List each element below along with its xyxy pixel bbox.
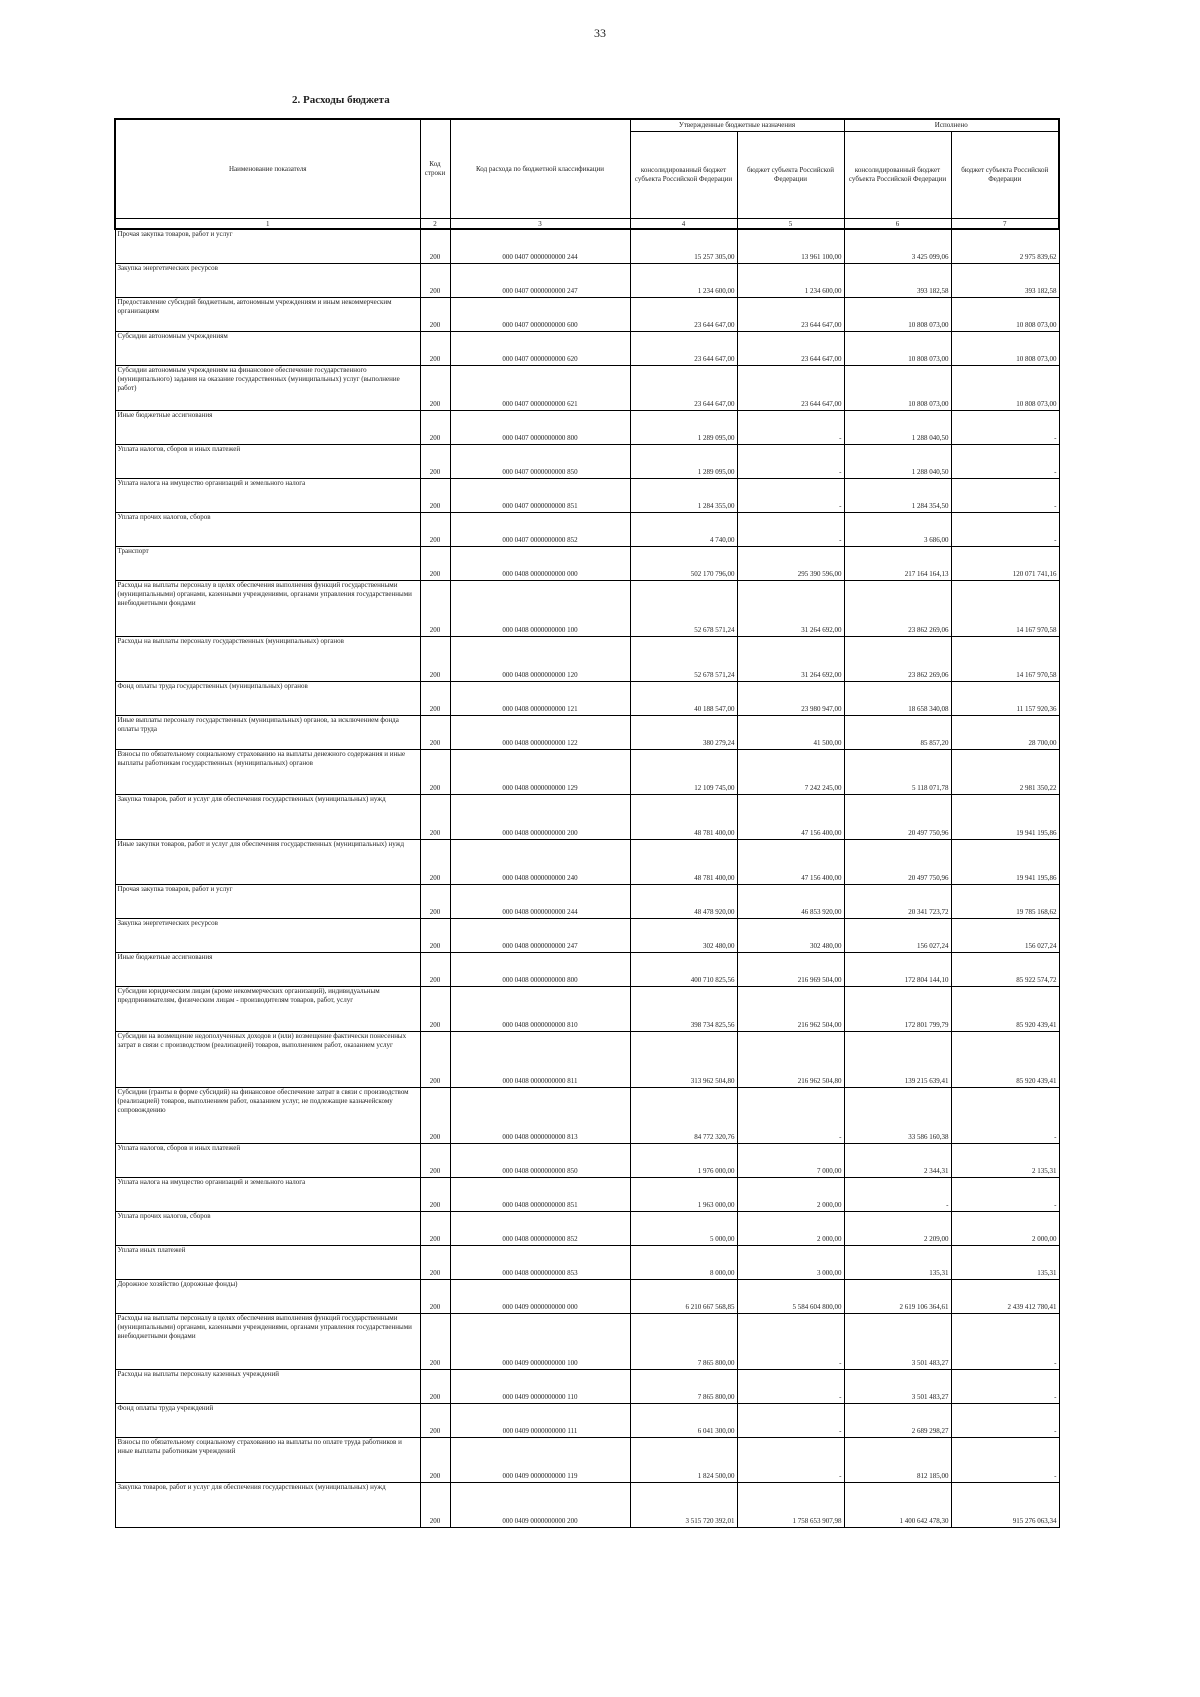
row-approved-subject: - xyxy=(737,1087,844,1143)
row-expense-code: 000 0407 0000000000 800 xyxy=(450,410,630,444)
header-approved-subject: бюджет субъекта Российской Федерации xyxy=(737,132,844,219)
row-approved-subject: 216 962 504,00 xyxy=(737,986,844,1031)
page-number: 33 xyxy=(594,26,606,40)
row-line-code: 200 xyxy=(420,749,450,794)
row-approved-subject: 23 644 647,00 xyxy=(737,331,844,365)
row-line-code: 200 xyxy=(420,580,450,636)
row-line-code: 200 xyxy=(420,1369,450,1403)
row-executed-consolidated: 2 689 298,27 xyxy=(844,1403,951,1437)
row-line-code: 200 xyxy=(420,1437,450,1482)
row-executed-consolidated: 20 497 750,96 xyxy=(844,839,951,884)
row-approved-consolidated: 23 644 647,00 xyxy=(630,297,737,331)
row-line-code: 200 xyxy=(420,331,450,365)
row-approved-subject: - xyxy=(737,1313,844,1369)
row-executed-consolidated: 2 209,00 xyxy=(844,1211,951,1245)
row-executed-consolidated: 10 808 073,00 xyxy=(844,365,951,410)
row-line-code: 200 xyxy=(420,263,450,297)
column-number: 6 xyxy=(844,219,951,230)
table-row xyxy=(115,1369,1059,1403)
table-row xyxy=(115,1031,1059,1087)
row-name: Уплата налога на имущество организаций и земельного налога xyxy=(115,1177,420,1211)
table-row xyxy=(115,580,1059,636)
row-approved-consolidated: 5 000,00 xyxy=(630,1211,737,1245)
row-approved-consolidated: 7 865 800,00 xyxy=(630,1369,737,1403)
table-row xyxy=(115,1279,1059,1313)
row-approved-subject: 23 980 947,00 xyxy=(737,681,844,715)
row-name: Взносы по обязательному социальному страхованию на выплаты по оплате труда работников и иные выплаты работникам учреждений xyxy=(115,1437,420,1482)
row-approved-consolidated: 12 109 745,00 xyxy=(630,749,737,794)
row-executed-subject: 2 135,31 xyxy=(951,1143,1059,1177)
row-expense-code: 000 0407 0000000000 851 xyxy=(450,478,630,512)
section-title: 2. Расходы бюджета xyxy=(292,94,390,106)
row-expense-code: 000 0407 0000000000 247 xyxy=(450,263,630,297)
table-row xyxy=(115,478,1059,512)
row-expense-code: 000 0408 0000000000 850 xyxy=(450,1143,630,1177)
row-name: Иные бюджетные ассигнования xyxy=(115,410,420,444)
row-name: Расходы на выплаты персоналу в целях обеспечения выполнения функций государственными (муниципальными) органами, казенными учреждениями, органами управления государственными внебюджетными фондами xyxy=(115,1313,420,1369)
table-body xyxy=(115,229,1059,1527)
row-executed-consolidated: 3 686,00 xyxy=(844,512,951,546)
row-executed-consolidated: 156 027,24 xyxy=(844,918,951,952)
table-row xyxy=(115,546,1059,580)
table-row xyxy=(115,636,1059,681)
row-approved-subject: 47 156 400,00 xyxy=(737,839,844,884)
row-approved-consolidated: 52 678 571,24 xyxy=(630,636,737,681)
header-executed: Исполнено xyxy=(844,119,1059,132)
row-approved-consolidated: 302 480,00 xyxy=(630,918,737,952)
row-approved-consolidated: 52 678 571,24 xyxy=(630,580,737,636)
header-executed-subject: бюджет субъекта Российской Федерации xyxy=(951,132,1059,219)
table-row xyxy=(115,715,1059,749)
header-executed-consolidated: консолидированный бюджет субъекта Российской Федерации xyxy=(844,132,951,219)
row-approved-subject: 216 969 504,00 xyxy=(737,952,844,986)
table-row xyxy=(115,1143,1059,1177)
row-approved-consolidated: 48 781 400,00 xyxy=(630,839,737,884)
row-approved-subject: 302 480,00 xyxy=(737,918,844,952)
row-name: Закупка товаров, работ и услуг для обеспечения государственных (муниципальных) нужд xyxy=(115,1482,420,1527)
row-line-code: 200 xyxy=(420,715,450,749)
row-expense-code: 000 0409 0000000000 200 xyxy=(450,1482,630,1527)
row-line-code: 200 xyxy=(420,884,450,918)
row-approved-subject: 46 853 920,00 xyxy=(737,884,844,918)
header-name: Наименование показателя xyxy=(115,119,420,219)
row-executed-consolidated: 23 862 269,06 xyxy=(844,580,951,636)
budget-expenses-table xyxy=(114,118,1060,1528)
row-line-code: 200 xyxy=(420,229,450,263)
column-number: 2 xyxy=(420,219,450,230)
row-approved-subject: 295 390 596,00 xyxy=(737,546,844,580)
row-executed-consolidated: 1 288 040,50 xyxy=(844,410,951,444)
row-approved-subject: 41 500,00 xyxy=(737,715,844,749)
table-row xyxy=(115,1313,1059,1369)
row-name: Предоставление субсидий бюджетным, автономным учреждениям и иным некоммерческим организациям xyxy=(115,297,420,331)
row-executed-consolidated: 33 586 160,38 xyxy=(844,1087,951,1143)
row-line-code: 200 xyxy=(420,918,450,952)
row-executed-subject: 2 981 350,22 xyxy=(951,749,1059,794)
row-approved-subject: 1 234 600,00 xyxy=(737,263,844,297)
row-executed-consolidated: 1 288 040,50 xyxy=(844,444,951,478)
row-name: Фонд оплаты труда учреждений xyxy=(115,1403,420,1437)
row-line-code: 200 xyxy=(420,546,450,580)
row-approved-subject: - xyxy=(737,1369,844,1403)
row-name: Субсидии (гранты в форме субсидий) на финансовое обеспечение затрат в связи с производством (реализацией) товаров, выполнением работ, оказанием услуг, не подлежащие казначейскому сопровождению xyxy=(115,1087,420,1143)
row-executed-consolidated: 135,31 xyxy=(844,1245,951,1279)
row-approved-subject: - xyxy=(737,1403,844,1437)
row-executed-consolidated: 3 501 483,27 xyxy=(844,1313,951,1369)
row-name: Уплата налогов, сборов и иных платежей xyxy=(115,1143,420,1177)
table-row xyxy=(115,749,1059,794)
row-approved-consolidated: 1 963 000,00 xyxy=(630,1177,737,1211)
column-number: 3 xyxy=(450,219,630,230)
row-approved-subject: 47 156 400,00 xyxy=(737,794,844,839)
row-executed-subject: 10 808 073,00 xyxy=(951,365,1059,410)
row-approved-consolidated: 6 210 667 568,85 xyxy=(630,1279,737,1313)
row-line-code: 200 xyxy=(420,636,450,681)
row-approved-subject: 31 264 692,00 xyxy=(737,636,844,681)
row-expense-code: 000 0408 0000000000 853 xyxy=(450,1245,630,1279)
row-line-code: 200 xyxy=(420,1313,450,1369)
row-approved-consolidated: 1 976 000,00 xyxy=(630,1143,737,1177)
row-expense-code: 000 0408 0000000000 129 xyxy=(450,749,630,794)
row-name: Транспорт xyxy=(115,546,420,580)
row-executed-consolidated: 23 862 269,06 xyxy=(844,636,951,681)
row-expense-code: 000 0409 0000000000 100 xyxy=(450,1313,630,1369)
row-approved-consolidated: 8 000,00 xyxy=(630,1245,737,1279)
row-line-code: 200 xyxy=(420,1211,450,1245)
row-executed-consolidated: 2 619 106 364,61 xyxy=(844,1279,951,1313)
table-row xyxy=(115,365,1059,410)
row-name: Взносы по обязательному социальному страхованию на выплаты денежного содержания и иные выплаты работникам государственных (муниципальных) органов xyxy=(115,749,420,794)
row-executed-subject: 14 167 970,58 xyxy=(951,580,1059,636)
row-line-code: 200 xyxy=(420,1143,450,1177)
row-approved-consolidated: 23 644 647,00 xyxy=(630,331,737,365)
row-name: Субсидии автономным учреждениям на финансовое обеспечение государственного (муниципального) задания на оказание государственных (муниципальных) услуг (выполнение работ) xyxy=(115,365,420,410)
row-expense-code: 000 0408 0000000000 800 xyxy=(450,952,630,986)
row-name: Закупка энергетических ресурсов xyxy=(115,918,420,952)
column-number: 7 xyxy=(951,219,1059,230)
row-executed-consolidated: 812 185,00 xyxy=(844,1437,951,1482)
header-approved-consolidated: консолидированный бюджет субъекта Российской Федерации xyxy=(630,132,737,219)
row-name: Уплата иных платежей xyxy=(115,1245,420,1279)
row-expense-code: 000 0407 0000000000 600 xyxy=(450,297,630,331)
row-name: Закупка товаров, работ и услуг для обеспечения государственных (муниципальных) нужд xyxy=(115,794,420,839)
row-expense-code: 000 0408 0000000000 247 xyxy=(450,918,630,952)
row-executed-subject: - xyxy=(951,1177,1059,1211)
row-executed-subject: - xyxy=(951,1313,1059,1369)
row-approved-subject: - xyxy=(737,410,844,444)
row-line-code: 200 xyxy=(420,410,450,444)
row-executed-consolidated: 85 857,20 xyxy=(844,715,951,749)
table-row xyxy=(115,681,1059,715)
row-expense-code: 000 0408 0000000000 121 xyxy=(450,681,630,715)
row-executed-consolidated: 139 215 639,41 xyxy=(844,1031,951,1087)
row-expense-code: 000 0408 0000000000 000 xyxy=(450,546,630,580)
row-expense-code: 000 0408 0000000000 100 xyxy=(450,580,630,636)
row-name: Уплата налога на имущество организаций и земельного налога xyxy=(115,478,420,512)
table-row xyxy=(115,297,1059,331)
row-line-code: 200 xyxy=(420,986,450,1031)
row-executed-subject: 85 920 439,41 xyxy=(951,1031,1059,1087)
row-executed-subject: - xyxy=(951,444,1059,478)
table-row xyxy=(115,444,1059,478)
row-line-code: 200 xyxy=(420,1279,450,1313)
row-expense-code: 000 0409 0000000000 000 xyxy=(450,1279,630,1313)
row-approved-subject: - xyxy=(737,478,844,512)
row-executed-subject: - xyxy=(951,410,1059,444)
row-expense-code: 000 0408 0000000000 811 xyxy=(450,1031,630,1087)
row-approved-subject: 23 644 647,00 xyxy=(737,297,844,331)
row-name: Иные бюджетные ассигнования xyxy=(115,952,420,986)
row-line-code: 200 xyxy=(420,444,450,478)
row-executed-consolidated: 1 284 354,50 xyxy=(844,478,951,512)
row-approved-consolidated: 1 289 095,00 xyxy=(630,444,737,478)
row-approved-subject: 13 961 100,00 xyxy=(737,229,844,263)
row-expense-code: 000 0408 0000000000 813 xyxy=(450,1087,630,1143)
table-row xyxy=(115,986,1059,1031)
row-executed-subject: 85 922 574,72 xyxy=(951,952,1059,986)
table-row xyxy=(115,1245,1059,1279)
table-row xyxy=(115,1087,1059,1143)
row-executed-subject: - xyxy=(951,1087,1059,1143)
table-row xyxy=(115,884,1059,918)
row-approved-consolidated: 84 772 320,76 xyxy=(630,1087,737,1143)
row-approved-consolidated: 6 041 300,00 xyxy=(630,1403,737,1437)
row-name: Иные выплаты персоналу государственных (муниципальных) органов, за исключением фонда оплаты труда xyxy=(115,715,420,749)
row-executed-consolidated: 217 164 164,13 xyxy=(844,546,951,580)
row-line-code: 200 xyxy=(420,478,450,512)
header-expense-code: Код расхода по бюджетной классификации xyxy=(450,119,630,219)
row-executed-consolidated: 3 425 099,06 xyxy=(844,229,951,263)
row-approved-subject: 31 264 692,00 xyxy=(737,580,844,636)
row-expense-code: 000 0408 0000000000 240 xyxy=(450,839,630,884)
table-row xyxy=(115,263,1059,297)
row-approved-subject: 3 000,00 xyxy=(737,1245,844,1279)
row-executed-subject: - xyxy=(951,1437,1059,1482)
row-approved-consolidated: 1 234 600,00 xyxy=(630,263,737,297)
row-approved-consolidated: 15 257 305,00 xyxy=(630,229,737,263)
row-line-code: 200 xyxy=(420,1177,450,1211)
row-approved-consolidated: 48 478 920,00 xyxy=(630,884,737,918)
row-name: Субсидии на возмещение недополученных доходов и (или) возмещение фактически понесенных затрат в связи с производством (реализацией) товаров, выполнением работ, оказанием услуг xyxy=(115,1031,420,1087)
row-expense-code: 000 0408 0000000000 200 xyxy=(450,794,630,839)
row-executed-consolidated: 20 497 750,96 xyxy=(844,794,951,839)
row-executed-subject: - xyxy=(951,512,1059,546)
row-approved-subject: 23 644 647,00 xyxy=(737,365,844,410)
header-line-code: Код строки xyxy=(420,119,450,219)
row-executed-subject: - xyxy=(951,1403,1059,1437)
row-name: Уплата налогов, сборов и иных платежей xyxy=(115,444,420,478)
row-executed-subject: 14 167 970,58 xyxy=(951,636,1059,681)
row-name: Расходы на выплаты персоналу казенных учреждений xyxy=(115,1369,420,1403)
row-name: Прочая закупка товаров, работ и услуг xyxy=(115,229,420,263)
row-line-code: 200 xyxy=(420,1403,450,1437)
row-executed-subject: 156 027,24 xyxy=(951,918,1059,952)
row-executed-consolidated: 5 118 071,78 xyxy=(844,749,951,794)
row-approved-consolidated: 40 188 547,00 xyxy=(630,681,737,715)
row-executed-subject: 19 941 195,86 xyxy=(951,794,1059,839)
row-expense-code: 000 0408 0000000000 810 xyxy=(450,986,630,1031)
row-expense-code: 000 0407 0000000000 621 xyxy=(450,365,630,410)
row-approved-subject: 5 584 604 800,00 xyxy=(737,1279,844,1313)
row-name: Закупка энергетических ресурсов xyxy=(115,263,420,297)
table-row xyxy=(115,918,1059,952)
row-executed-subject: 19 941 195,86 xyxy=(951,839,1059,884)
row-expense-code: 000 0408 0000000000 244 xyxy=(450,884,630,918)
row-expense-code: 000 0407 0000000000 244 xyxy=(450,229,630,263)
row-name: Фонд оплаты труда государственных (муниципальных) органов xyxy=(115,681,420,715)
row-line-code: 200 xyxy=(420,1245,450,1279)
row-executed-consolidated: 20 341 723,72 xyxy=(844,884,951,918)
row-executed-consolidated: 172 801 799,79 xyxy=(844,986,951,1031)
table-row xyxy=(115,839,1059,884)
row-approved-consolidated: 1 289 095,00 xyxy=(630,410,737,444)
table-row xyxy=(115,1211,1059,1245)
row-approved-subject: 7 242 245,00 xyxy=(737,749,844,794)
row-line-code: 200 xyxy=(420,1031,450,1087)
row-approved-consolidated: 3 515 720 392,01 xyxy=(630,1482,737,1527)
row-executed-subject: 135,31 xyxy=(951,1245,1059,1279)
row-line-code: 200 xyxy=(420,1087,450,1143)
row-approved-subject: - xyxy=(737,512,844,546)
row-line-code: 200 xyxy=(420,512,450,546)
row-expense-code: 000 0408 0000000000 122 xyxy=(450,715,630,749)
row-executed-subject: 10 808 073,00 xyxy=(951,331,1059,365)
row-approved-consolidated: 502 170 796,00 xyxy=(630,546,737,580)
table-row xyxy=(115,952,1059,986)
row-approved-consolidated: 7 865 800,00 xyxy=(630,1313,737,1369)
table-row xyxy=(115,331,1059,365)
row-line-code: 200 xyxy=(420,681,450,715)
row-line-code: 200 xyxy=(420,1482,450,1527)
row-approved-consolidated: 1 824 500,00 xyxy=(630,1437,737,1482)
row-executed-consolidated: 393 182,58 xyxy=(844,263,951,297)
row-name: Дорожное хозяйство (дорожные фонды) xyxy=(115,1279,420,1313)
row-approved-consolidated: 23 644 647,00 xyxy=(630,365,737,410)
row-expense-code: 000 0407 0000000000 852 xyxy=(450,512,630,546)
header-approved: Утвержденные бюджетные назначения xyxy=(630,119,844,132)
row-executed-consolidated: 18 658 340,08 xyxy=(844,681,951,715)
row-name: Субсидии юридическим лицам (кроме некоммерческих организаций), индивидуальным предпринимателям, физическим лицам - производителям товаров, работ, услуг xyxy=(115,986,420,1031)
column-number: 5 xyxy=(737,219,844,230)
column-number: 4 xyxy=(630,219,737,230)
row-executed-subject: 19 785 168,62 xyxy=(951,884,1059,918)
row-line-code: 200 xyxy=(420,952,450,986)
row-approved-subject: - xyxy=(737,444,844,478)
table-row xyxy=(115,1177,1059,1211)
row-executed-consolidated: 3 501 483,27 xyxy=(844,1369,951,1403)
row-name: Прочая закупка товаров, работ и услуг xyxy=(115,884,420,918)
row-executed-consolidated: 10 808 073,00 xyxy=(844,331,951,365)
row-name: Субсидии автономным учреждениям xyxy=(115,331,420,365)
row-name: Уплата прочих налогов, сборов xyxy=(115,1211,420,1245)
row-executed-subject: 2 000,00 xyxy=(951,1211,1059,1245)
row-expense-code: 000 0408 0000000000 120 xyxy=(450,636,630,681)
table-row xyxy=(115,794,1059,839)
row-executed-consolidated: 172 804 144,10 xyxy=(844,952,951,986)
row-name: Иные закупки товаров, работ и услуг для обеспечения государственных (муниципальных) нужд xyxy=(115,839,420,884)
row-name: Уплата прочих налогов, сборов xyxy=(115,512,420,546)
table-row xyxy=(115,229,1059,263)
row-approved-consolidated: 1 284 355,00 xyxy=(630,478,737,512)
row-executed-subject: 2 439 412 780,41 xyxy=(951,1279,1059,1313)
row-executed-consolidated: 10 808 073,00 xyxy=(844,297,951,331)
row-expense-code: 000 0408 0000000000 852 xyxy=(450,1211,630,1245)
table-row xyxy=(115,512,1059,546)
row-approved-subject: 216 962 504,80 xyxy=(737,1031,844,1087)
table-row xyxy=(115,1403,1059,1437)
row-approved-subject: 7 000,00 xyxy=(737,1143,844,1177)
row-approved-subject: - xyxy=(737,1437,844,1482)
row-approved-consolidated: 400 710 825,56 xyxy=(630,952,737,986)
row-approved-consolidated: 313 962 504,80 xyxy=(630,1031,737,1087)
table-row xyxy=(115,1437,1059,1482)
row-expense-code: 000 0407 0000000000 620 xyxy=(450,331,630,365)
row-expense-code: 000 0409 0000000000 110 xyxy=(450,1369,630,1403)
row-name: Расходы на выплаты персоналу государственных (муниципальных) органов xyxy=(115,636,420,681)
row-line-code: 200 xyxy=(420,794,450,839)
row-executed-consolidated: - xyxy=(844,1177,951,1211)
row-executed-subject: 10 808 073,00 xyxy=(951,297,1059,331)
row-executed-consolidated: 1 400 642 478,30 xyxy=(844,1482,951,1527)
row-approved-consolidated: 48 781 400,00 xyxy=(630,794,737,839)
row-approved-consolidated: 398 734 825,56 xyxy=(630,986,737,1031)
column-number: 1 xyxy=(115,219,420,230)
row-expense-code: 000 0407 0000000000 850 xyxy=(450,444,630,478)
row-executed-subject: 915 276 063,34 xyxy=(951,1482,1059,1527)
row-executed-subject: - xyxy=(951,478,1059,512)
row-executed-subject: 28 700,00 xyxy=(951,715,1059,749)
table-row xyxy=(115,410,1059,444)
row-line-code: 200 xyxy=(420,297,450,331)
row-executed-subject: 393 182,58 xyxy=(951,263,1059,297)
row-name: Расходы на выплаты персоналу в целях обеспечения выполнения функций государственными (муниципальными) органами, казенными учреждениями, органами управления государственными внебюджетными фондами xyxy=(115,580,420,636)
row-executed-subject: 2 975 839,62 xyxy=(951,229,1059,263)
row-expense-code: 000 0409 0000000000 111 xyxy=(450,1403,630,1437)
row-expense-code: 000 0408 0000000000 851 xyxy=(450,1177,630,1211)
row-executed-subject: - xyxy=(951,1369,1059,1403)
row-executed-consolidated: 2 344,31 xyxy=(844,1143,951,1177)
row-line-code: 200 xyxy=(420,839,450,884)
row-line-code: 200 xyxy=(420,365,450,410)
table-row xyxy=(115,1482,1059,1527)
row-approved-consolidated: 380 279,24 xyxy=(630,715,737,749)
row-approved-subject: 2 000,00 xyxy=(737,1177,844,1211)
row-approved-subject: 1 758 653 907,98 xyxy=(737,1482,844,1527)
row-executed-subject: 85 920 439,41 xyxy=(951,986,1059,1031)
row-approved-subject: 2 000,00 xyxy=(737,1211,844,1245)
row-executed-subject: 120 071 741,16 xyxy=(951,546,1059,580)
row-expense-code: 000 0409 0000000000 119 xyxy=(450,1437,630,1482)
row-executed-subject: 11 157 920,36 xyxy=(951,681,1059,715)
row-approved-consolidated: 4 740,00 xyxy=(630,512,737,546)
